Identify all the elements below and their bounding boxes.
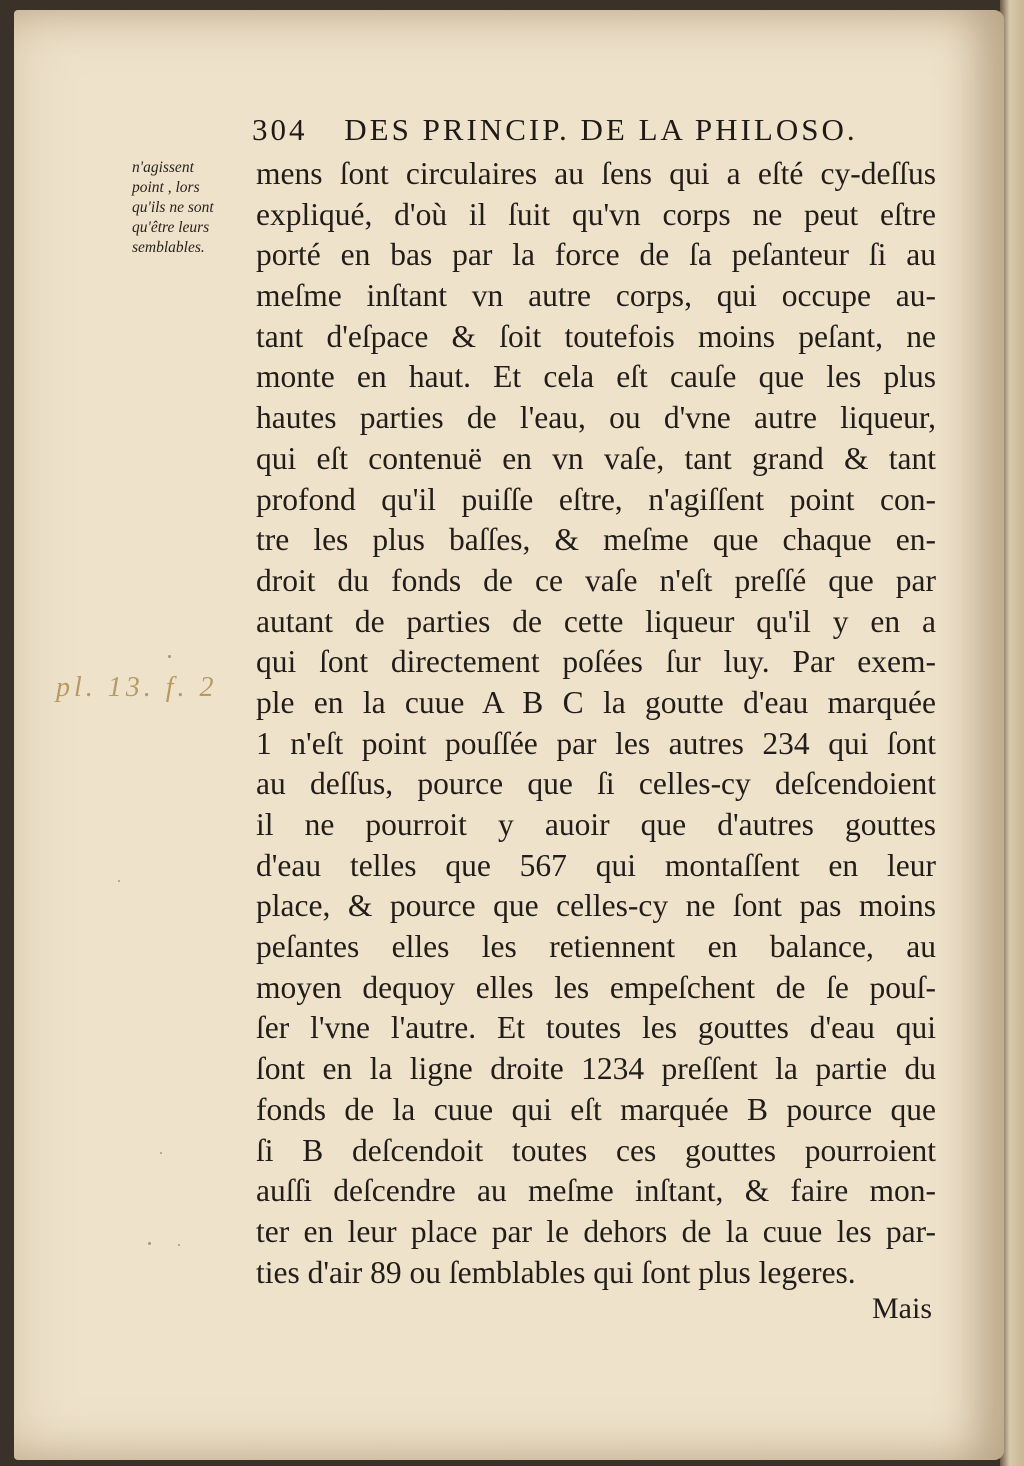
text-line: meſme inſtant vn autre corps, qui occupe au- <box>256 278 936 314</box>
running-header <box>252 112 858 148</box>
text-line: ter en leur place par le dehors de la cuue les par- <box>256 1213 936 1249</box>
text-line: tre les plus baſſes, & meſme que chaque en- <box>256 522 936 558</box>
text-line: place, & pource que celles-cy ne ſont pas moins <box>256 888 936 924</box>
running-title: DES PRINCIP. DE LA PHILOSO. <box>344 112 858 147</box>
text-line: ple en la cuue A B C la goutte d'eau marquée <box>256 684 936 720</box>
text-line: d'eau telles que 567 qui montaſſent en leur <box>256 847 936 883</box>
text-line: moyen dequoy elles les empeſchent de ſe pouſ- <box>256 969 936 1005</box>
text-line: ſont en la ligne droite 1234 preſſent la partie du <box>256 1051 936 1087</box>
text-line: il ne pourroit y auoir que d'autres gouttes <box>256 807 936 842</box>
text-line: auſſi deſcendre au meſme inſtant, & faire mon- <box>256 1173 936 1209</box>
margin-note-line: point , lors <box>132 179 200 196</box>
text-line: droit du fonds de ce vaſe n'eſt preſſé que par <box>256 562 936 598</box>
body-text <box>256 154 936 1293</box>
text-line: expliqué, d'où il ſuit qu'vn corps ne peut eſtre <box>256 196 936 232</box>
page-number: 304 <box>252 112 308 147</box>
text-line: peſantes elles les retiennent en balance, au <box>256 929 936 965</box>
paper-speck <box>148 1242 151 1245</box>
text-line: qui ſont directement poſées ſur luy. Par exem- <box>256 644 936 680</box>
margin-note <box>132 158 244 258</box>
text-line: autant de parties de cette liqueur qu'il y en a <box>256 603 936 639</box>
margin-note-line: qu'être leurs <box>132 219 210 236</box>
text-line: porté en bas par la force de ſa peſanteur ſi au <box>256 237 936 273</box>
text-line: profond qu'il puiſſe eſtre, n'agiſſent point con- <box>256 481 936 517</box>
text-line: hautes parties de l'eau, ou d'vne autre liqueur, <box>256 400 936 436</box>
text-line: fonds de la cuue qui eſt marquée B pource que <box>256 1091 936 1127</box>
text-line: monte en haut. Et cela eſt cauſe que les plus <box>256 359 936 395</box>
margin-note-line: semblables. <box>132 239 205 256</box>
paper-speck <box>178 1244 180 1246</box>
catchword: Mais <box>872 1292 932 1325</box>
paper-speck <box>168 655 171 658</box>
text-line: au deſſus, pource que ſi celles-cy deſcendoient <box>256 766 936 802</box>
text-line: ties d'air 89 ou ſemblables qui ſont plus legeres. <box>256 1254 856 1290</box>
text-line: ſer l'vne l'autre. Et toutes les gouttes d'eau qui <box>256 1010 936 1046</box>
text-line: qui eſt contenuë en vn vaſe, tant grand & tant <box>256 440 936 476</box>
margin-note-line: qu'ils ne sont <box>132 199 214 216</box>
text-line: ſi B deſcendoit toutes ces gouttes pourroient <box>256 1132 936 1168</box>
paper-speck <box>160 1152 162 1154</box>
text-line: tant d'eſpace & ſoit toutefois moins peſant, ne <box>256 318 936 354</box>
margin-note-line: n'agissent <box>132 159 194 176</box>
paper-speck <box>118 880 120 882</box>
text-line: 1 n'eſt point pouſſée par les autres 234 qui ſont <box>256 725 936 761</box>
handwritten-plate-reference: pl. 13. f. 2 <box>56 672 218 703</box>
text-line: mens ſont circulaires au ſens qui a eſté cy-deſſus <box>256 156 936 191</box>
